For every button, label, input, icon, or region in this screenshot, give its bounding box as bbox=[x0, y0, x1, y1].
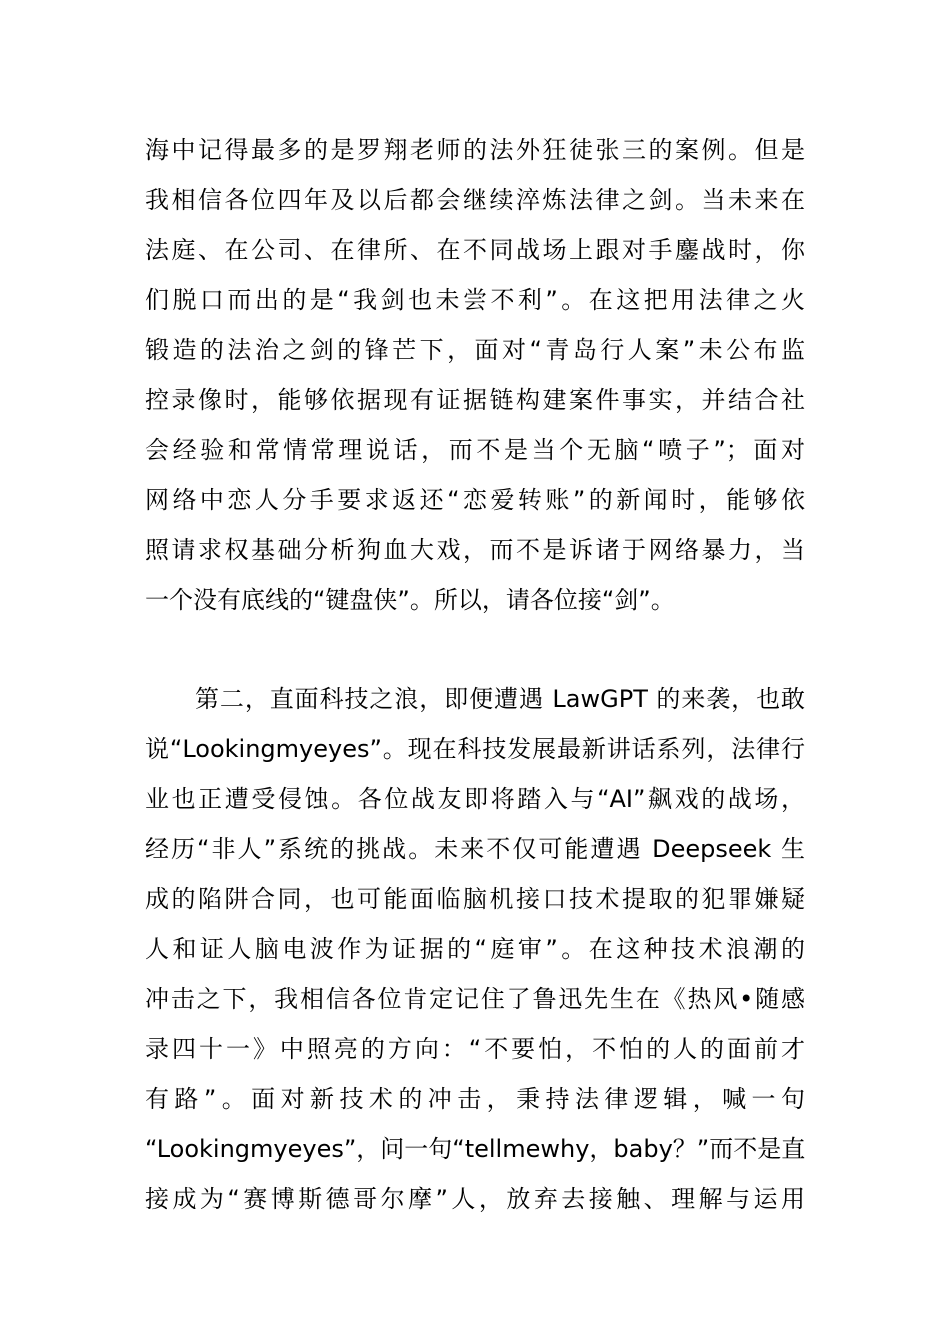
text-line: 经历“非人”系统的挑战。未来不仅可能遭遇 Deepseek 生 bbox=[145, 835, 805, 863]
text-line: 业也正遭受侵蚀。各位战友即将踏入与“AI”飙戏的战场， bbox=[145, 785, 805, 813]
text-line: 第二，直面科技之浪，即便遭遇 LawGPT 的来袭，也敢 bbox=[195, 685, 805, 713]
text-line: 照请求权基础分析狗血大戏，而不是诉诸于网络暴力，当 bbox=[145, 536, 805, 564]
text-line: 一个没有底线的“键盘侠”。所以，请各位接“剑”。 bbox=[145, 586, 675, 614]
text-line: 锻造的法治之剑的锋芒下，面对“青岛行人案”未公布监 bbox=[145, 336, 805, 364]
text-line: 海中记得最多的是罗翔老师的法外狂徒张三的案例。但是 bbox=[145, 136, 805, 164]
text-line: 法庭、在公司、在律所、在不同战场上跟对手鏖战时，你 bbox=[145, 236, 805, 264]
text-line: 有路”。面对新技术的冲击，秉持法律逻辑，喊一句 bbox=[145, 1085, 805, 1113]
text-line: 录四十一》中照亮的方向：“不要怕，不怕的人的面前才 bbox=[145, 1035, 805, 1063]
text-line: 人和证人脑电波作为证据的“庭审”。在这种技术浪潮的 bbox=[145, 935, 805, 963]
text-line: 网络中恋人分手要求返还“恋爱转账”的新闻时，能够依 bbox=[145, 486, 805, 514]
text-line: 接成为“赛博斯德哥尔摩”人，放弃去接触、理解与运用 bbox=[145, 1185, 805, 1213]
text-line: 冲击之下，我相信各位肯定记住了鲁迅先生在《热风•随感 bbox=[145, 985, 805, 1013]
text-line: 控录像时，能够依据现有证据链构建案件事实，并结合社 bbox=[145, 386, 805, 414]
text-line: 成的陷阱合同，也可能面临脑机接口技术提取的犯罪嫌疑 bbox=[145, 885, 805, 913]
paragraph-1 bbox=[145, 125, 805, 625]
text-line: “Lookingmyeyes”，问一句“tellmewhy，baby？”而不是直 bbox=[145, 1135, 806, 1163]
paragraph-2 bbox=[145, 674, 805, 1224]
text-line: 们脱口而出的是“我剑也未尝不利”。在这把用法律之火 bbox=[145, 286, 805, 314]
text-line: 会经验和常情常理说话，而不是当个无脑“喷子”；面对 bbox=[145, 436, 805, 464]
text-line: 我相信各位四年及以后都会继续淬炼法律之剑。当未来在 bbox=[145, 186, 805, 214]
text-line: 说“Lookingmyeyes”。现在科技发展最新讲话系列，法律行 bbox=[145, 735, 805, 763]
